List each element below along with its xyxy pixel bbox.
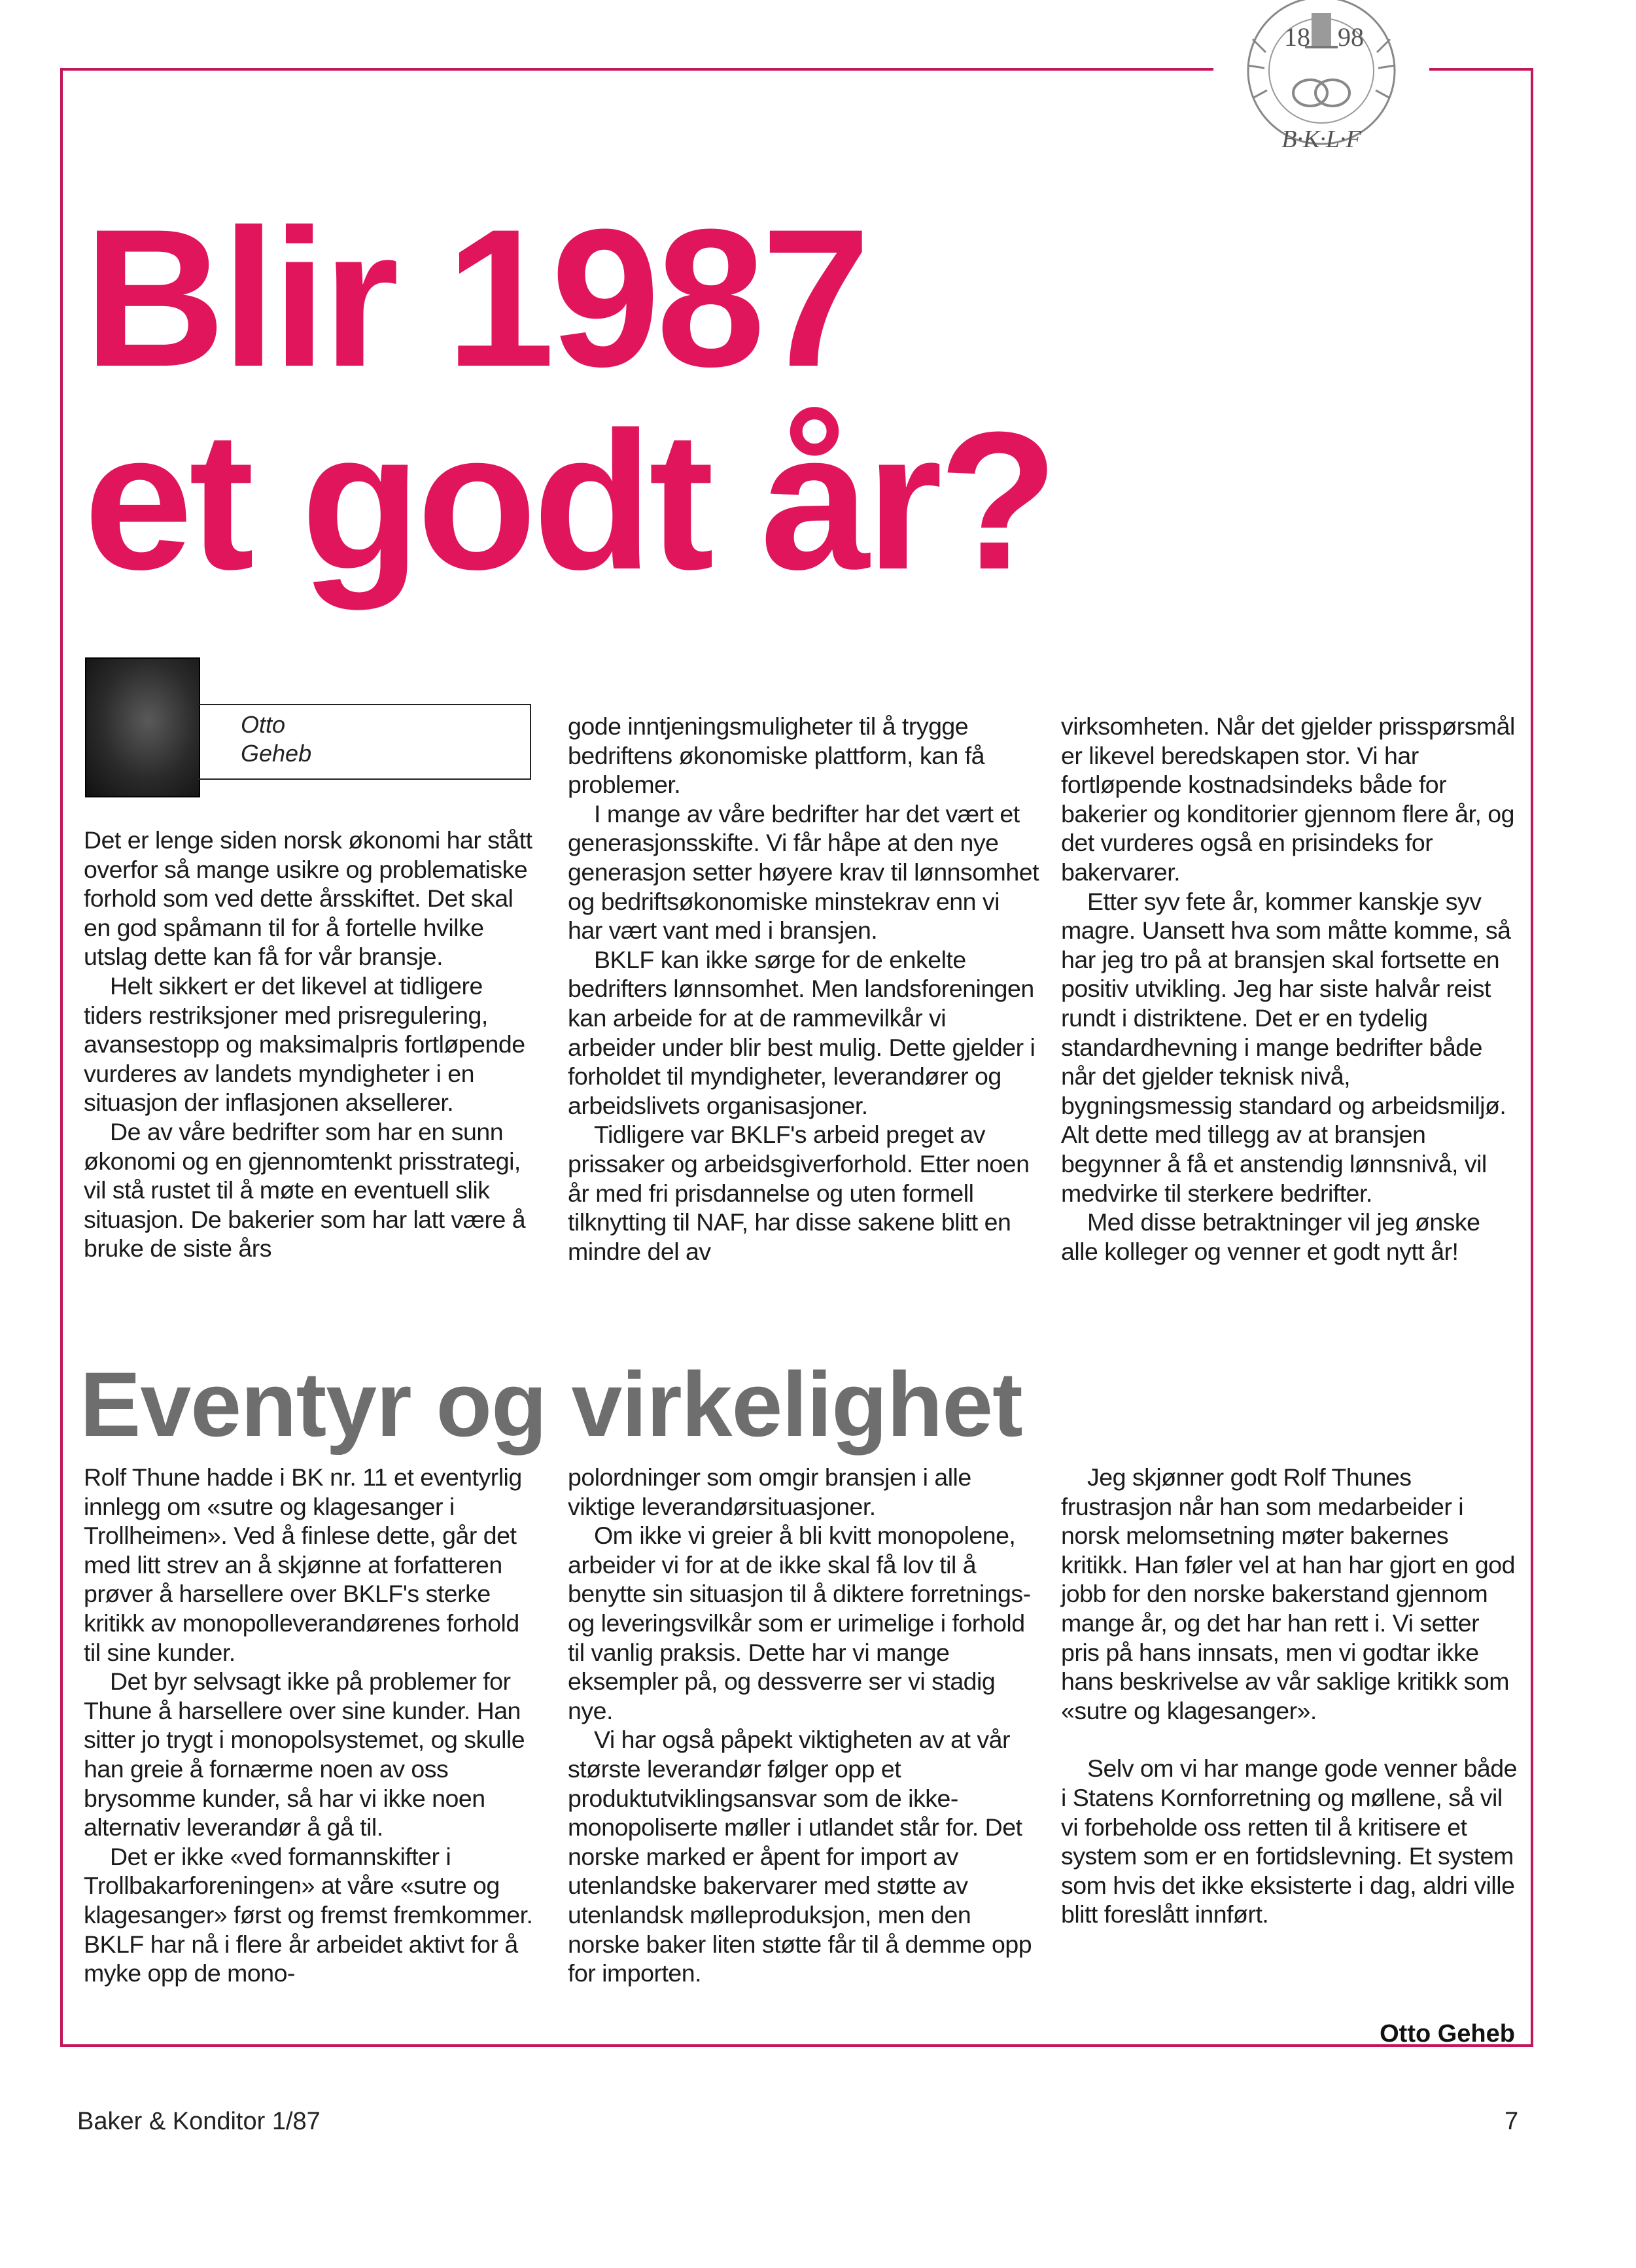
author-photo xyxy=(85,657,200,797)
article1-column-3 xyxy=(1061,712,1519,1266)
article2-column-3 xyxy=(1061,1463,1519,1929)
article2-signature: Otto Geheb xyxy=(1380,2020,1515,2048)
author-caption-first: Otto xyxy=(241,711,286,738)
paragraph: BKLF kan ikke sørge for de enkelte bedrifters lønnsomhet. Men landsforeningen kan arbeide for at de rammevilkår vi arbeider under blir best mulig. Dette gjelder i forholdet til myndigheter, leverandører og arbeidslivets organisasjoner. xyxy=(568,945,1036,1119)
article2-title: Eventyr og virkelighet xyxy=(80,1353,1022,1456)
paragraph: virksomheten. Når det gjelder prisspørsmål er likevel beredskapen stor. Vi har fortløpende kostnadsindeks både for bakerier og konditorier gjennom flere år, og det vurderes også en prisindeks for bakervarer. xyxy=(1061,712,1515,886)
paragraph: Vi har også påpekt viktigheten av at vår største leverandør følger opp et produktutviklingsansvar som de ikke-monopoliserte møller i utlandet står for. Det norske marked er åpent for import av utenlandske bakervarer med støtte av utenlandsk mølleproduksjon, men den norske baker liten støtte får til å demme opp for importen. xyxy=(568,1726,1032,1987)
paragraph: Tidligere var BKLF's arbeid preget av prissaker og arbeidsgiverforhold. Etter noen år med fri prisdannelse og uten formell tilknytting til NAF, har disse sakene blitt en mindre del av xyxy=(568,1121,1030,1265)
paragraph: Etter syv fete år, kommer kanskje syv magre. Uansett hva som måtte komme, så har jeg tro på at bransjen skal fortsette en positiv utvikling. Jeg har siste halvår reist rundt i distriktene. Det er en tydelig standardhevning i mange bedrifter både når det gjelder teknisk nivå, bygningsmessig standard og arbeidsmiljø. Alt dette med tillegg av at bransjen begynner å få et anstendig lønnsnivå, vil medvirke til sterkere bedrifter. xyxy=(1061,887,1511,1207)
svg-text:98: 98 xyxy=(1338,22,1364,52)
paragraph: gode inntjeningsmuligheter til å trygge bedriftens økonomiske plattform, kan få problemer. xyxy=(568,712,985,799)
footer-page-number: 7 xyxy=(1505,2108,1519,2135)
paragraph: Det byr selvsagt ikke på problemer for Thune å harsellere over sine kunder. Han sitter jo trygt i monopolsystemet, og skulle han greie å fornærme noen av oss brysomme kunder, så har vi ikke noen alternativ leverandør å gå til. xyxy=(84,1667,525,1841)
footer-publication: Baker & Konditor 1/87 xyxy=(77,2108,321,2135)
paragraph: Helt sikkert er det likevel at tidligere tiders restriksjoner med prisregulering, avansestopp og maksimalpris fortløpende vurderes av landets myndigheter i en situasjon der inflasjonen aksellerer. xyxy=(84,971,525,1117)
article2-column-2 xyxy=(568,1463,1039,1988)
headline-line-2: et godt år? xyxy=(84,391,1054,610)
paragraph: Det er ikke «ved formannskifter i Trollbakarforeningen» at våre «sutre og klagesanger» først og fremst fremkommer. BKLF har nå i flere år arbeidet aktivt for å myke opp de mono- xyxy=(84,1842,533,1987)
paragraph: Det er lenge siden norsk økonomi har stått overfor så mange usikre og problematiske forhold som ved dette årsskiftet. Det skal en god spåmann til for å fortelle hvilke utslag dette kan få for vår bransje. xyxy=(84,826,532,971)
svg-text:18: 18 xyxy=(1284,22,1310,52)
paragraph: Med disse betraktninger vil jeg ønske alle kolleger og venner et godt nytt år! xyxy=(1061,1208,1480,1265)
headline xyxy=(84,188,1054,610)
article1-column-2 xyxy=(568,712,1039,1266)
paragraph: De av våre bedrifter som har en sunn økonomi og en gjennomtenkt prisstrategi, vil stå rustet til å møte en eventuell slik situasjon. De bakerier som har latt være å bruke de siste års xyxy=(84,1117,526,1263)
headline-line-1: Blir 1987 xyxy=(84,188,867,408)
article2-column-1 xyxy=(84,1463,542,1988)
author-caption-last: Geheb xyxy=(241,740,312,767)
svg-text:B·K·L·F: B·K·L·F xyxy=(1281,126,1361,153)
paragraph: Rolf Thune hadde i BK nr. 11 et eventyrlig innlegg om «sutre og klagesanger i Trollheimen». Ved å finlese dette, går det med litt strev an å skjønne at forfatteren prøver å harsellere over BKLF's sterke kritikk av monopolleverandørenes forhold til sine kunder. xyxy=(84,1463,522,1666)
author-caption xyxy=(241,710,311,768)
paragraph: Selv om vi har mange gode venner både i Statens Kornforretning og møllene, så vil vi forbeholde oss retten til å kritisere et system som er en fortidslevning. Et system som hvis det ikke eksisterte i dag, aldri ville blitt foreslått innført. xyxy=(1061,1754,1517,1928)
paragraph: I mange av våre bedrifter har det vært et generasjonsskifte. Vi får håpe at den nye generasjon setter høyere krav til lønnsomhet og bedriftsøkonomiske minstekrav enn vi har vært vant med i bransjen. xyxy=(568,799,1039,945)
bklf-logo xyxy=(1213,0,1429,160)
article1-column-1 xyxy=(84,826,542,1263)
paragraph: Om ikke vi greier å bli kvitt monopolene, arbeider vi for at de ikke skal få lov til å benytte sin situasjon til å diktere forretnings- og leveringsvilkår som er urimelige i forhold til vanlig praksis. Dette har vi mange eksempler på, og dessverre ser vi stadig nye. xyxy=(568,1522,1031,1724)
bklf-seal-icon xyxy=(1213,0,1429,160)
paragraph: Jeg skjønner godt Rolf Thunes frustrasjon når han som medarbeider i norsk melomsetning møter bakernes kritikk. Han føler vel at han har gjort en god jobb for den norske bakerstand gjennom mange år, og det har han rett i. Vi setter pris på hans innsats, men vi godtar ikke hans beskrivelse av vår saklige kritikk som «sutre og klagesanger». xyxy=(1061,1463,1516,1724)
paragraph: polordninger som omgir bransjen i alle viktige leverandørsituasjoner. xyxy=(568,1463,971,1520)
